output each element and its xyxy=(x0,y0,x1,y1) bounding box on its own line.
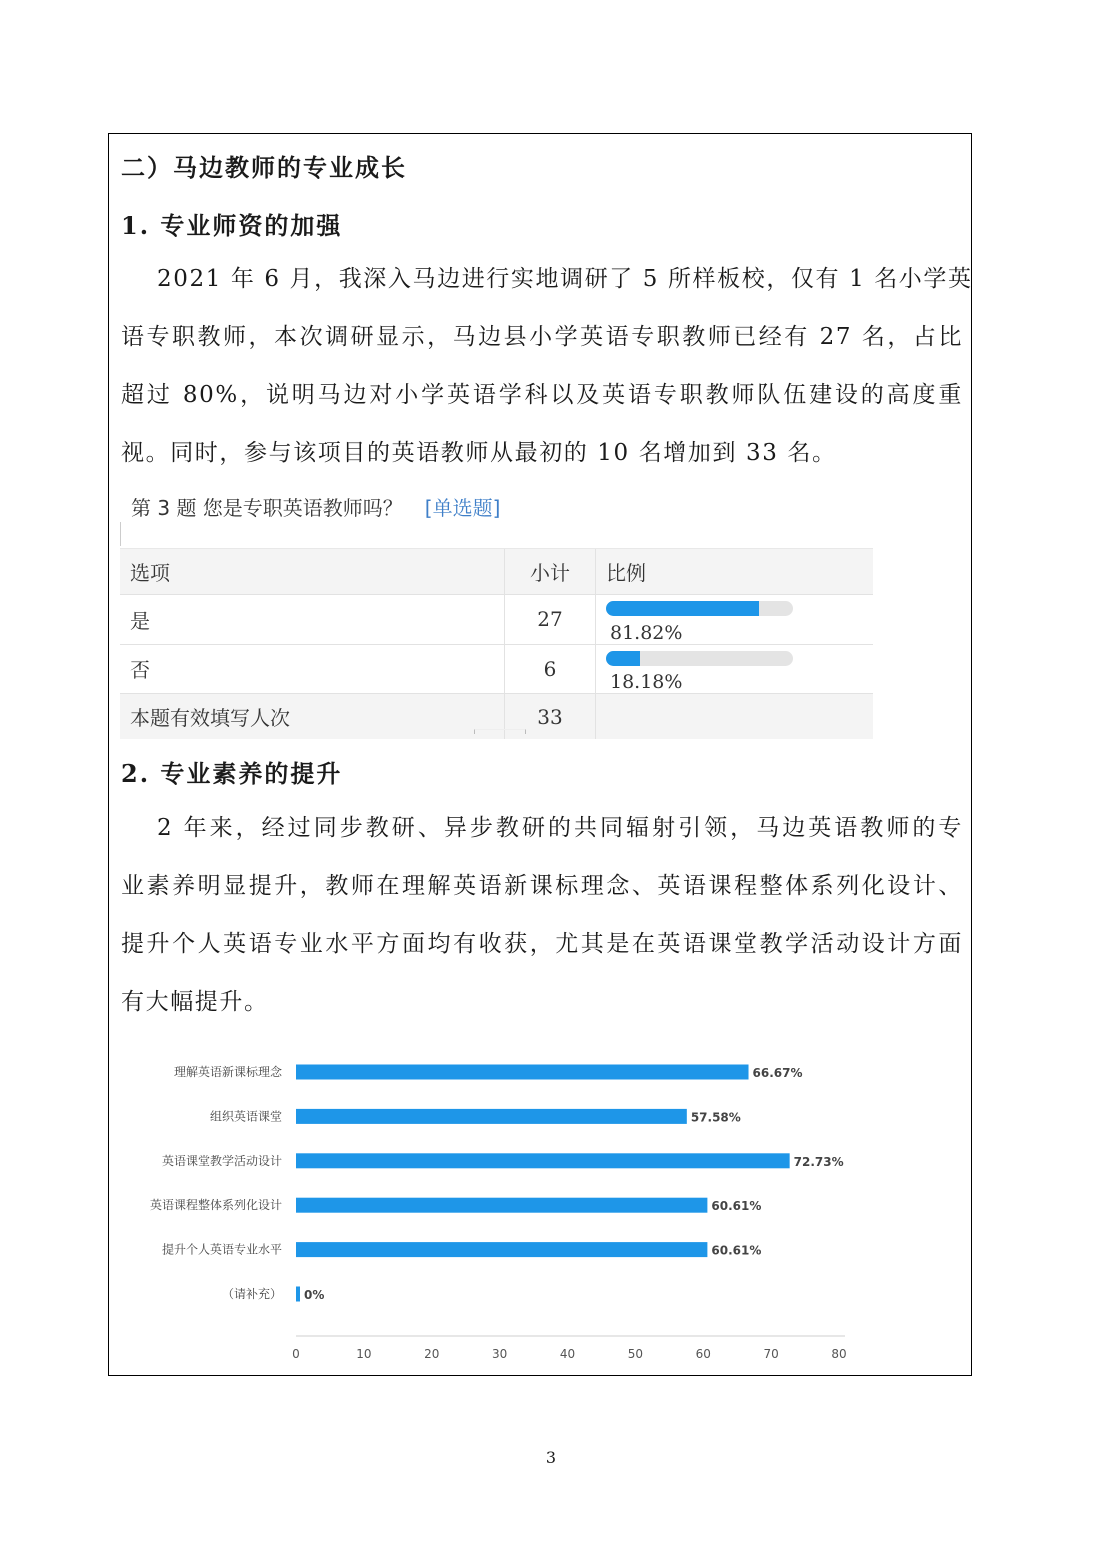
footer-empty-cell xyxy=(596,694,874,740)
x-tick-label: 0 xyxy=(292,1347,300,1361)
data-label: 60.61% xyxy=(711,1243,762,1258)
table-scroll-stub xyxy=(474,729,526,734)
bar xyxy=(296,1287,300,1302)
divider xyxy=(120,522,121,546)
column-header-option: 选项 xyxy=(120,549,505,595)
survey-question xyxy=(131,492,500,521)
table-row xyxy=(120,595,873,645)
paragraph-line: 提升个人英语专业水平方面均有收获，尤其是在英语课堂教学活动设计方面 xyxy=(121,931,963,957)
x-tick-label: 30 xyxy=(491,1347,508,1361)
bar xyxy=(296,1109,687,1124)
bar xyxy=(296,1065,749,1080)
ratio-bar-fill xyxy=(606,651,640,666)
count-cell: 27 xyxy=(505,595,596,645)
data-label: 60.61% xyxy=(711,1199,762,1214)
option-cell: 否 xyxy=(120,644,505,694)
count-cell: 6 xyxy=(505,644,596,694)
data-label: 57.58% xyxy=(690,1110,741,1125)
x-tick-label: 50 xyxy=(627,1347,644,1361)
bar xyxy=(296,1242,707,1257)
category-label: 英语课堂教学活动设计 xyxy=(161,1153,282,1168)
paragraph-line: 2021 年 6 月，我深入马边进行实地调研了 5 所样板校，仅有 1 名小学英 xyxy=(157,266,973,292)
category-label: 提升个人英语专业水平 xyxy=(161,1242,282,1257)
ratio-bar-track xyxy=(606,601,793,616)
subsection-heading-1: 1. 专业师资的加强 xyxy=(121,211,343,240)
paragraph-line: 视。同时，参与该项目的英语教师从最初的 10 名增加到 33 名。 xyxy=(121,440,837,466)
ratio-bar-track xyxy=(606,651,793,666)
category-label: （请补充） xyxy=(221,1287,282,1301)
bar xyxy=(296,1198,707,1213)
paragraph-line: 语专职教师，本次调研显示，马边县小学英语专职教师已经有 27 名，占比 xyxy=(121,324,963,350)
data-label: 72.73% xyxy=(793,1154,844,1169)
data-label: 0% xyxy=(304,1288,325,1302)
section-heading: 二）马边教师的专业成长 xyxy=(121,153,407,182)
paragraph-line: 超过 80%，说明马边对小学英语学科以及英语专职教师队伍建设的高度重 xyxy=(121,382,963,408)
paragraph-line: 有大幅提升。 xyxy=(121,989,269,1015)
ratio-percent: 18.18% xyxy=(610,671,683,693)
paragraph-line: 2 年来，经过同步教研、异步教研的共同辐射引领，马边英语教师的专 xyxy=(157,815,963,841)
question-text: 第 3 题 您是专职英语教师吗？ xyxy=(131,496,403,520)
table-row xyxy=(120,644,873,694)
column-header-count: 小计 xyxy=(505,549,596,595)
x-tick-label: 80 xyxy=(831,1347,847,1361)
horizontal-bar-chart xyxy=(139,1046,899,1361)
ratio-cell xyxy=(596,644,874,694)
ratio-percent: 81.82% xyxy=(610,621,683,644)
subsection-heading-2: 2. 专业素养的提升 xyxy=(121,759,343,788)
x-tick-label: 60 xyxy=(695,1347,711,1361)
x-tick-label: 20 xyxy=(424,1347,440,1361)
content-frame xyxy=(108,133,972,1376)
x-tick-label: 10 xyxy=(356,1347,372,1361)
column-header-ratio: 比例 xyxy=(596,549,874,595)
paragraph-2 xyxy=(121,812,963,1044)
survey-table xyxy=(120,548,873,739)
question-type-tag: [单选题] xyxy=(424,496,501,520)
category-label: 组织英语课堂 xyxy=(209,1109,282,1124)
paragraph-1 xyxy=(121,263,973,495)
footer-label: 本题有效填写人次 xyxy=(120,694,505,740)
footer-count: 33 xyxy=(505,694,596,740)
x-tick-label: 40 xyxy=(559,1347,576,1361)
ratio-bar-fill xyxy=(606,601,759,616)
table-header-row xyxy=(120,549,873,595)
category-label: 理解英语新课标理念 xyxy=(173,1065,282,1079)
option-cell: 是 xyxy=(120,595,505,645)
x-tick-label: 70 xyxy=(763,1347,779,1361)
data-label: 66.67% xyxy=(752,1066,803,1080)
page-number: 3 xyxy=(545,1448,557,1467)
bar xyxy=(296,1153,790,1168)
paragraph-line: 业素养明显提升，教师在理解英语新课标理念、英语课程整体系列化设计、 xyxy=(121,873,963,899)
category-label: 英语课程整体系列化设计 xyxy=(149,1198,282,1213)
ratio-cell xyxy=(596,595,874,645)
